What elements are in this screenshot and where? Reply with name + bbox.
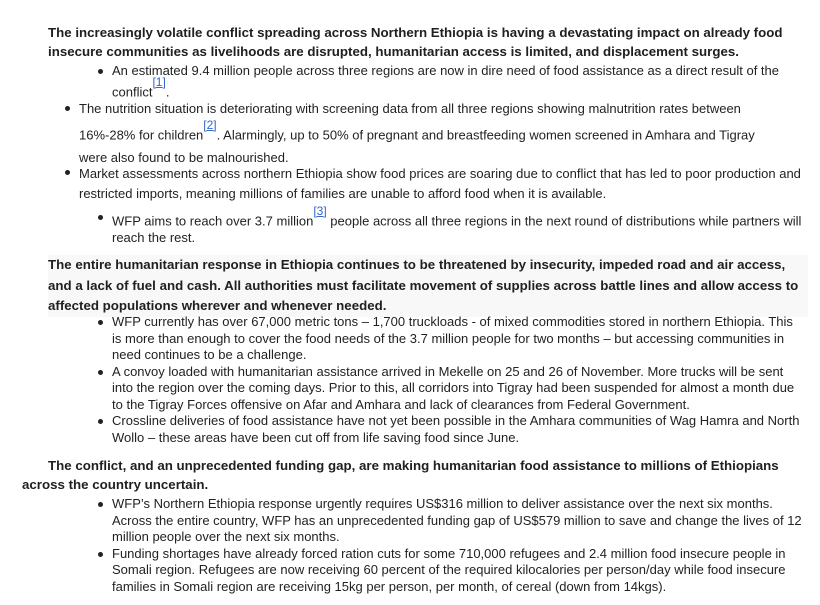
list-item [79,164,801,204]
bullet-text: WFP currently has over 67,000 metric tons – 1,700 truckloads - of mixed commodities stored in northern Ethiopia. This is more than enough to cover the food needs of the 3.7 million people for two months – but accessing communities in need continues to be a challenge. [112,314,793,362]
bullet-text: Market assessments across northern Ethiopia show food prices are soaring due to conflict that has led to poor production and restricted imports, meaning millions of families are unable to afford food when it is available. [79,166,801,201]
bullet-text: WFP’s Northern Ethiopia response urgently requires US$316 million to deliver assistance over the next six months. Across the entire country, WFP has an unprecedented funding gap of US$579 million to save and change the lives of 12 million people over the next six months. [112,496,802,544]
footnote-link-1[interactable]: [1] [152,74,166,89]
bullet-tail: people across all three regions in the next round of distributions while partners will reach the rest. [112,213,802,245]
bullet-text: The nutrition situation is deteriorating with screening data from all three regions showing malnutrition rates between 16%-28% for children [79,101,741,143]
footnote-link-3[interactable]: [3] [313,204,327,218]
bullet-text: Funding shortages have already forced ration cuts for some 710,000 refugees and 2.4 million food insecure people in Somali region. Refugees are now receiving 60 percent of the required kilocalories per person/day while food insecure families in Somali region are receiving 15kg per person, per month, of cereal (down from 14kgs). [112,545,786,594]
section-3-list [112,496,802,595]
bullet-tail: . Alarmingly, up to 50% of pregnant and breastfeeding women screened in Amhara and Tigray were also found to be malnourished. [79,127,755,166]
footnote-link-2[interactable]: [2] [203,118,217,132]
list-item [112,63,802,100]
list-item [112,413,802,446]
list-item [112,314,802,364]
bullet-text: A convoy loaded with humanitarian assistance arrived in Mekelle on 25 and 26 of November. More trucks will be sent into the region over the coming days. Prior to this, all corridors into Tigray had been suspended for almost a month due to the Tigray Forces offensive on Afar and Amhara and lack of clearances from Federal Government. [112,363,795,412]
section-1-heading: The increasingly volatile conflict spreading across Northern Ethiopia is having a devastating impact on already food insecure communities as livelihoods are disrupted, humanitarian access is limited, and displacement surges. [48,25,783,59]
list-item [112,364,802,414]
section-2-list [112,314,802,446]
section-1-list [79,97,781,169]
bullet-text: Crossline deliveries of food assistance have not yet been possible in the Amhara communities of Wag Hamra and North Wollo – these areas have been cut off from life saving food since June. [112,413,800,445]
list-item [112,204,802,246]
bullet-text: WFP aims to reach over 3.7 million [112,213,314,229]
list-item [79,97,781,169]
section-3-heading: The conflict, and an unprecedented funding gap, are making humanitarian food assistance to millions of Ethiopians across the country uncertain. [22,458,779,492]
list-item [112,496,802,546]
list-item [112,546,802,596]
bullet-text: An estimated 9.4 million people across three regions are now in dire need of food assistance as a direct result of the conflict [112,63,779,99]
section-1-list-nested-a [112,63,802,100]
section-2-heading: The entire humanitarian response in Ethiopia continues to be threatened by insecurity, impeded road and air access, and a lack of fuel and cash. All authorities must facilitate movement of supplies across battle lines and allow access to affected populations wherever and whenever needed. [48,255,808,317]
section-1-list-b [79,164,801,204]
bullet-tail: . [165,83,170,99]
section-1-list-nested-b [112,204,802,246]
